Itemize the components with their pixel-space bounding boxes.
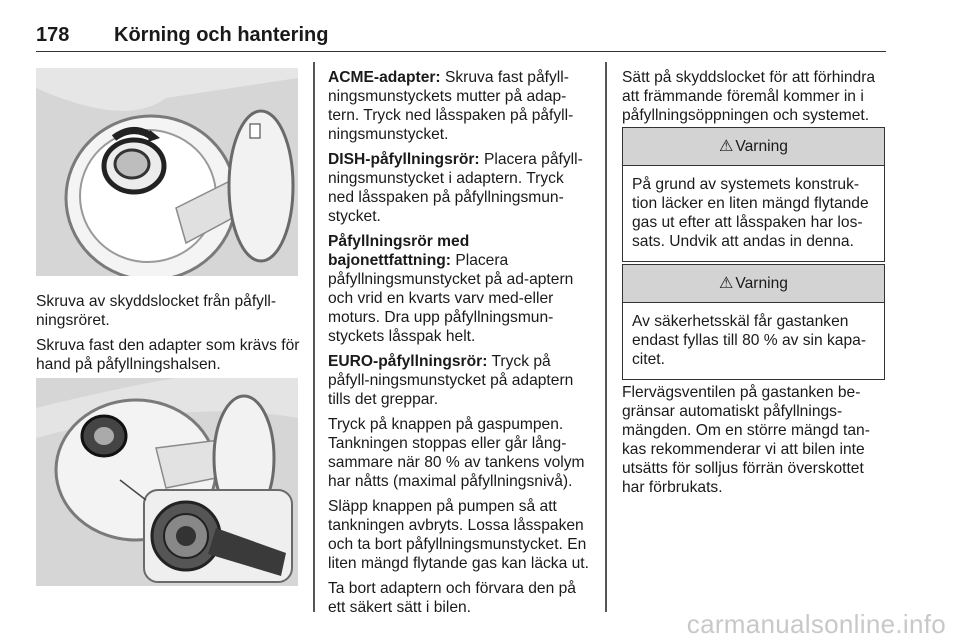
left-column xyxy=(36,292,301,380)
paragraph-release-button: Släpp knappen på pumpen så att tankningen avbryts. Lossa låsspaken och ta bort påfyllningsmunstycket. En liten mängd flytande gas kan läcka ut. xyxy=(328,498,589,572)
text-bayonet: Placera påfyllningsmunstycket på ad-aptern och vrid en kvarts varv med-eller moturs. Dra upp påfyllningsmun-styckets låsspak helt. xyxy=(328,252,574,345)
paragraph-euro xyxy=(328,352,592,409)
column-divider xyxy=(313,62,315,612)
filler-cap-illustration xyxy=(36,68,298,276)
label-euro: EURO-påfyllningsrör: xyxy=(328,353,488,370)
text-dish: Placera påfyll-ningsmunstycket i adaptern. Tryck ned låsspaken på påfyllningsmun-stycket. xyxy=(328,151,583,225)
label-acme-adapter: ACME-adapter: xyxy=(328,69,441,86)
warning-box-capacity xyxy=(622,264,885,380)
warning-text: På grund av systemets konstruk-tion läcker en liten mängd flytande gas ut efter att låsspaken har los-sats. Undvik att andas in denna. xyxy=(632,176,869,250)
paragraph-remove-adapter: Ta bort adaptern och förvara den på ett säkert sätt i bilen. xyxy=(328,580,576,616)
instruction-fit-adapter: Skruva fast den adapter som krävs för hand på påfyllningshalsen. xyxy=(36,337,300,373)
paragraph-multivalve: Flervägsventilen på gastanken be-gränsar automatiskt påfyllnings-mängden. Om en större mängd tan-kas rekommenderar vi att bilen inte utsätts för solljus förrän överskottet har förbrukats. xyxy=(622,384,870,496)
warning-triangle-icon: ⚠ xyxy=(719,138,734,155)
page-number: 178 xyxy=(36,24,70,46)
adapter-illustration xyxy=(36,378,298,586)
warning-triangle-icon: ⚠ xyxy=(719,275,734,292)
warning-title: Varning xyxy=(735,138,788,155)
figure-filler-cap xyxy=(36,68,298,276)
label-dish: DISH-påfyllningsrör: xyxy=(328,151,480,168)
warning-box-leak xyxy=(622,127,885,262)
instruction-remove-cap: Skruva av skyddslocket från påfyll-ningsröret. xyxy=(36,293,277,329)
warning-title: Varning xyxy=(735,275,788,292)
paragraph-protective-cap: Sätt på skyddslocket för att förhindra att främmande föremål kommer in i påfyllningsöppningen och systemet. xyxy=(622,69,876,124)
warning-header xyxy=(623,265,884,303)
page-header xyxy=(36,22,886,52)
column-divider xyxy=(605,62,607,612)
paragraph-bayonet xyxy=(328,232,592,346)
text-acme-adapter: Skruva fast påfyll-ningsmunstyckets mutter på adap-tern. Tryck ned låsspaken på påfyll-ningsmunstycket. xyxy=(328,69,574,143)
label-bayonet: Påfyllningsrör med bajonettfattning: xyxy=(328,233,470,269)
right-column-intro xyxy=(622,68,887,131)
paragraph-press-button: Tryck på knappen på gaspumpen. Tankningen stoppas eller går lång-sammare när 80 % av tankens volym har nåtts (maximal påfyllningsnivå). xyxy=(328,416,585,490)
warning-text: Av säkerhetsskäl får gastanken endast fyllas till 80 % av sin kapa-citet. xyxy=(632,313,867,368)
watermark: carmanualsonline.info xyxy=(686,609,946,639)
middle-column xyxy=(328,68,592,623)
text-euro: Tryck på påfyll-ningsmunstycket på adaptern tills det greppar. xyxy=(328,353,574,408)
figure-adapter xyxy=(36,378,298,586)
paragraph-acme xyxy=(328,68,592,144)
right-column-outro xyxy=(622,383,887,503)
chapter-title: Körning och hantering xyxy=(114,24,329,46)
warning-header xyxy=(623,128,884,166)
paragraph-dish xyxy=(328,150,592,226)
